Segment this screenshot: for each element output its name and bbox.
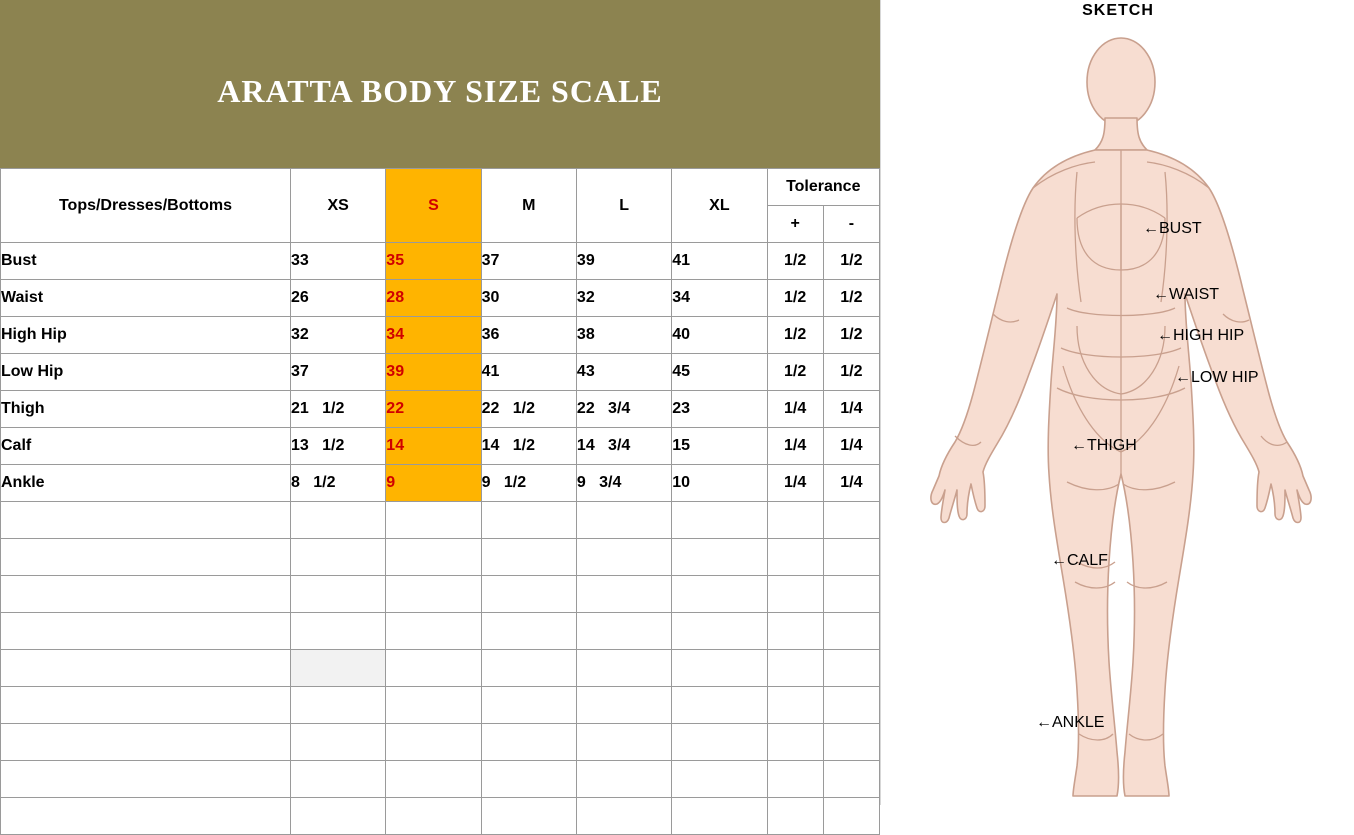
empty-cell <box>576 798 671 835</box>
empty-cell <box>386 724 481 761</box>
cell-calf-l: 14 3/4 <box>576 428 671 465</box>
row-label-low-hip: Low Hip <box>1 354 291 391</box>
label-waist: ←WAIST <box>1153 286 1220 303</box>
empty-cell <box>290 613 385 650</box>
cell-ankle-tol-plus: 1/4 <box>767 465 823 502</box>
table-header-row <box>1 169 880 206</box>
cell-high-hip-xs: 32 <box>290 317 385 354</box>
empty-cell <box>767 576 823 613</box>
cell-low-hip-xs: 37 <box>290 354 385 391</box>
empty-cell <box>672 539 767 576</box>
empty-cell <box>481 613 576 650</box>
title-band <box>0 0 880 168</box>
table-row <box>1 243 880 280</box>
row-label-calf: Calf <box>1 428 291 465</box>
cell-calf-tol-minus: 1/4 <box>823 428 879 465</box>
empty-cell <box>576 761 671 798</box>
empty-cell <box>386 761 481 798</box>
empty-cell <box>481 502 576 539</box>
cell-bust-m: 37 <box>481 243 576 280</box>
table-row-empty <box>1 613 880 650</box>
empty-cell <box>386 539 481 576</box>
empty-cell <box>823 613 879 650</box>
cell-calf-m: 14 1/2 <box>481 428 576 465</box>
header-size-s: S <box>386 169 481 243</box>
empty-cell <box>576 576 671 613</box>
row-label-high-hip: High Hip <box>1 317 291 354</box>
header-size-m: M <box>481 169 576 243</box>
empty-cell <box>386 650 481 687</box>
empty-cell <box>481 650 576 687</box>
empty-cell <box>481 539 576 576</box>
table-row-empty <box>1 539 880 576</box>
cell-low-hip-tol-minus: 1/2 <box>823 354 879 391</box>
cell-ankle-s: 9 <box>386 465 481 502</box>
neck-shape <box>1095 118 1147 150</box>
cell-calf-xl: 15 <box>672 428 767 465</box>
cell-thigh-m: 22 1/2 <box>481 391 576 428</box>
cell-bust-l: 39 <box>576 243 671 280</box>
row-label-waist: Waist <box>1 280 291 317</box>
empty-cell <box>672 798 767 835</box>
empty-cell <box>1 576 291 613</box>
cell-waist-s: 28 <box>386 280 481 317</box>
cell-waist-xs: 26 <box>290 280 385 317</box>
empty-cell <box>823 650 879 687</box>
body-figure <box>881 22 1354 805</box>
cell-low-hip-xl: 45 <box>672 354 767 391</box>
table-row-empty <box>1 687 880 724</box>
header-measurement-label: Tops/Dresses/Bottoms <box>1 169 291 243</box>
cell-low-hip-s: 39 <box>386 354 481 391</box>
empty-cell <box>481 761 576 798</box>
cell-thigh-xl: 23 <box>672 391 767 428</box>
empty-cell <box>823 502 879 539</box>
empty-cell <box>1 687 291 724</box>
header-size-l: L <box>576 169 671 243</box>
sketch-title: SKETCH <box>1082 2 1154 19</box>
table-row-empty <box>1 502 880 539</box>
cell-waist-l: 32 <box>576 280 671 317</box>
empty-cell <box>386 798 481 835</box>
empty-cell <box>823 687 879 724</box>
table-row <box>1 428 880 465</box>
empty-cell <box>290 761 385 798</box>
table-row-empty <box>1 798 880 835</box>
empty-cell <box>767 539 823 576</box>
cell-calf-tol-plus: 1/4 <box>767 428 823 465</box>
cell-thigh-l: 22 3/4 <box>576 391 671 428</box>
sketch-panel <box>880 0 1354 805</box>
header-tolerance-minus: - <box>823 206 879 243</box>
table-row-empty <box>1 576 880 613</box>
cell-waist-xl: 34 <box>672 280 767 317</box>
body-figure-svg <box>881 22 1354 805</box>
row-label-thigh: Thigh <box>1 391 291 428</box>
empty-cell <box>767 650 823 687</box>
empty-cell <box>1 724 291 761</box>
empty-cell <box>481 724 576 761</box>
empty-cell <box>767 502 823 539</box>
empty-cell <box>767 687 823 724</box>
table-row <box>1 391 880 428</box>
empty-cell <box>672 613 767 650</box>
empty-cell <box>672 502 767 539</box>
table-row <box>1 354 880 391</box>
empty-cell <box>576 724 671 761</box>
table-row <box>1 280 880 317</box>
cell-ankle-xs: 8 1/2 <box>290 465 385 502</box>
size-table <box>0 168 880 835</box>
empty-cell <box>1 539 291 576</box>
cell-bust-tol-plus: 1/2 <box>767 243 823 280</box>
cell-ankle-xl: 10 <box>672 465 767 502</box>
empty-cell <box>290 650 385 687</box>
empty-cell <box>576 613 671 650</box>
label-bust: ←BUST <box>1143 220 1202 237</box>
header-tolerance-plus: + <box>767 206 823 243</box>
label-low-hip: ←LOW HIP <box>1175 369 1259 386</box>
label-ankle: ←ANKLE <box>1036 714 1105 731</box>
empty-cell <box>767 613 823 650</box>
empty-cell <box>1 761 291 798</box>
empty-cell <box>823 576 879 613</box>
cell-waist-tol-plus: 1/2 <box>767 280 823 317</box>
cell-high-hip-tol-minus: 1/2 <box>823 317 879 354</box>
label-calf: ←CALF <box>1051 552 1108 569</box>
cell-waist-m: 30 <box>481 280 576 317</box>
header-tolerance: Tolerance <box>767 169 879 206</box>
row-label-bust: Bust <box>1 243 291 280</box>
empty-cell <box>672 761 767 798</box>
empty-cell <box>823 761 879 798</box>
head-shape <box>1087 38 1155 126</box>
cell-high-hip-m: 36 <box>481 317 576 354</box>
empty-cell <box>767 761 823 798</box>
table-row-empty <box>1 724 880 761</box>
cell-bust-xl: 41 <box>672 243 767 280</box>
table-row-empty <box>1 761 880 798</box>
empty-cell <box>823 724 879 761</box>
empty-cell <box>672 650 767 687</box>
empty-cell <box>767 798 823 835</box>
cell-low-hip-l: 43 <box>576 354 671 391</box>
cell-bust-s: 35 <box>386 243 481 280</box>
cell-high-hip-tol-plus: 1/2 <box>767 317 823 354</box>
empty-cell <box>481 576 576 613</box>
empty-cell <box>481 798 576 835</box>
empty-cell <box>386 502 481 539</box>
empty-cell <box>1 650 291 687</box>
cell-calf-xs: 13 1/2 <box>290 428 385 465</box>
empty-cell <box>1 798 291 835</box>
empty-cell <box>672 576 767 613</box>
label-thigh: ←THIGH <box>1071 437 1137 454</box>
table-row-empty <box>1 650 880 687</box>
empty-cell <box>290 798 385 835</box>
empty-cell <box>823 539 879 576</box>
empty-cell <box>672 687 767 724</box>
row-label-ankle: Ankle <box>1 465 291 502</box>
header-size-xs: XS <box>290 169 385 243</box>
label-high-hip: ←HIGH HIP <box>1157 327 1245 344</box>
empty-cell <box>576 502 671 539</box>
cell-thigh-tol-minus: 1/4 <box>823 391 879 428</box>
empty-cell <box>290 687 385 724</box>
cell-high-hip-xl: 40 <box>672 317 767 354</box>
cell-calf-s: 14 <box>386 428 481 465</box>
empty-cell <box>290 539 385 576</box>
cell-bust-tol-minus: 1/2 <box>823 243 879 280</box>
empty-cell <box>290 576 385 613</box>
empty-cell <box>576 687 671 724</box>
cell-low-hip-m: 41 <box>481 354 576 391</box>
cell-thigh-xs: 21 1/2 <box>290 391 385 428</box>
empty-cell <box>672 724 767 761</box>
cell-thigh-tol-plus: 1/4 <box>767 391 823 428</box>
table-row <box>1 465 880 502</box>
empty-cell <box>576 650 671 687</box>
empty-cell <box>767 724 823 761</box>
table-row <box>1 317 880 354</box>
empty-cell <box>481 687 576 724</box>
empty-cell <box>1 502 291 539</box>
empty-cell <box>823 798 879 835</box>
empty-cell <box>576 539 671 576</box>
cell-high-hip-l: 38 <box>576 317 671 354</box>
cell-low-hip-tol-plus: 1/2 <box>767 354 823 391</box>
page-title: ARATTA BODY SIZE SCALE <box>217 72 663 109</box>
empty-cell <box>1 613 291 650</box>
cell-ankle-tol-minus: 1/4 <box>823 465 879 502</box>
empty-cell <box>290 724 385 761</box>
cell-bust-xs: 33 <box>290 243 385 280</box>
cell-thigh-s: 22 <box>386 391 481 428</box>
cell-waist-tol-minus: 1/2 <box>823 280 879 317</box>
cell-high-hip-s: 34 <box>386 317 481 354</box>
cell-ankle-l: 9 3/4 <box>576 465 671 502</box>
empty-cell <box>386 576 481 613</box>
cell-ankle-m: 9 1/2 <box>481 465 576 502</box>
header-size-xl: XL <box>672 169 767 243</box>
empty-cell <box>290 502 385 539</box>
empty-cell <box>386 613 481 650</box>
empty-cell <box>386 687 481 724</box>
